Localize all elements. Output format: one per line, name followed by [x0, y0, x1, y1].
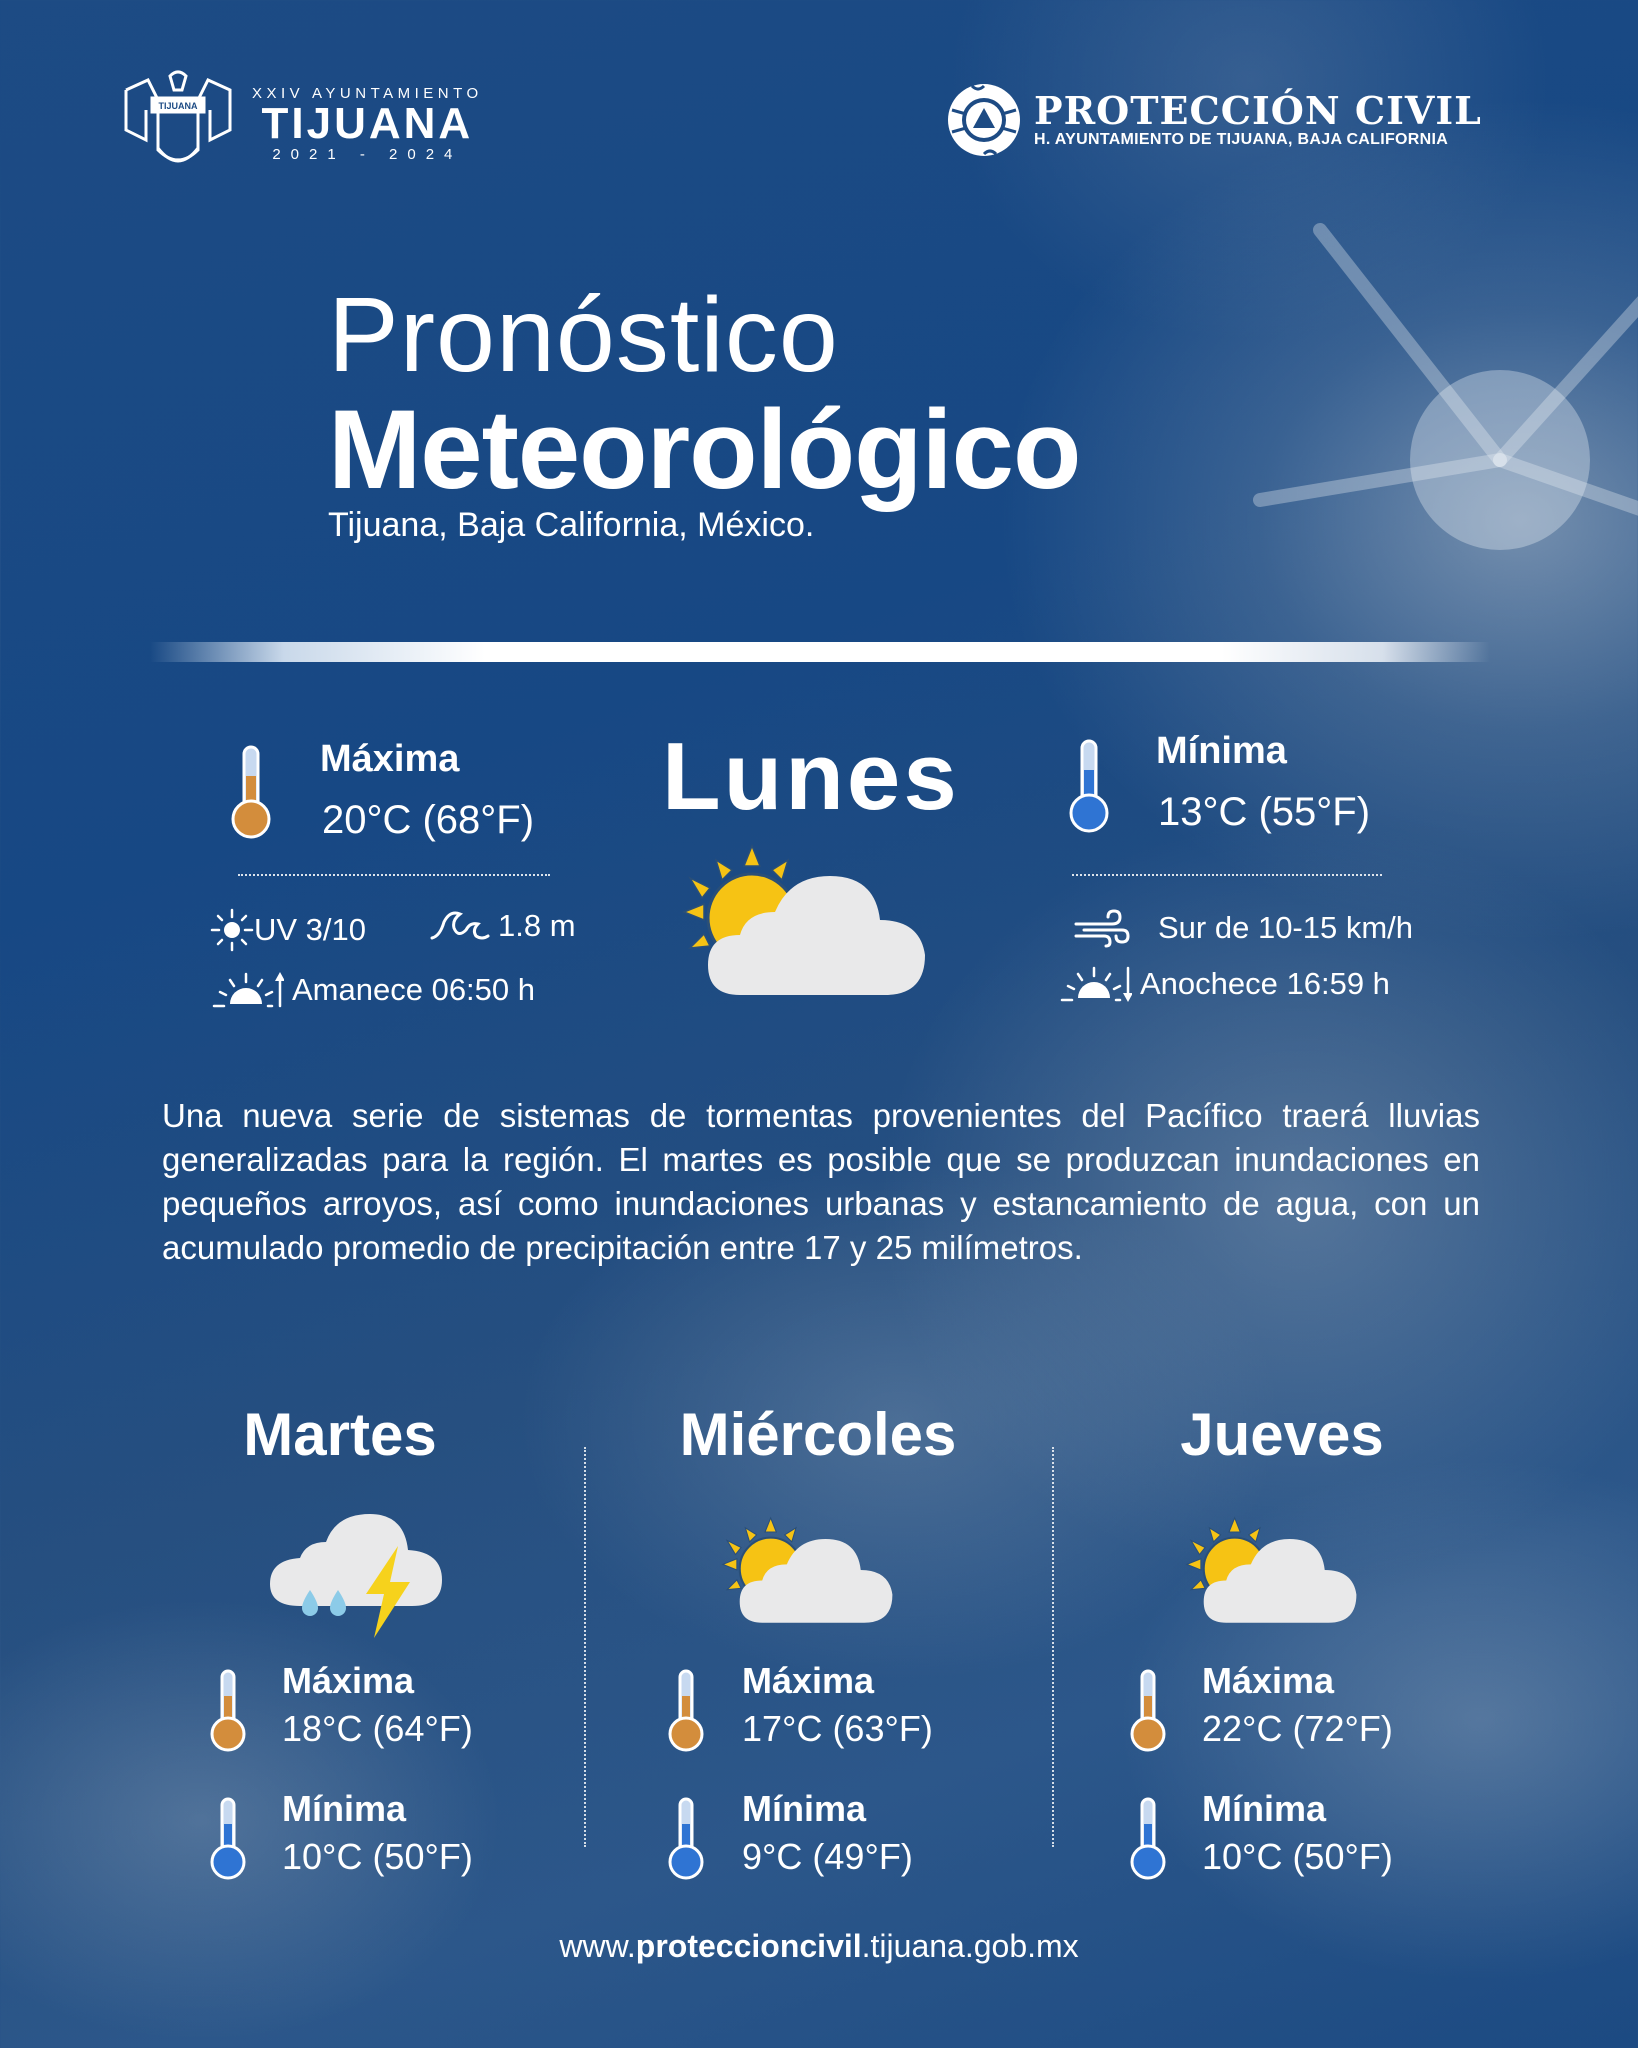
today-min-value: 13°C (55°F)	[1158, 790, 1371, 834]
thermometer-cold-icon	[666, 1796, 706, 1882]
forecast-max-label: Máxima	[742, 1660, 875, 1701]
tijuana-shield-icon	[118, 70, 238, 178]
tijuana-label: TIJUANA	[261, 99, 474, 148]
forecast-min-value: 10°C (50°F)	[1202, 1836, 1393, 1877]
sunrise-value: Amanece 06:50 h	[292, 972, 536, 1007]
thermometer-cold-icon	[1128, 1796, 1168, 1882]
today-max-label: Máxima	[320, 738, 460, 780]
title-divider	[150, 642, 1490, 662]
thermometer-warm-icon	[208, 1668, 248, 1754]
partly-cloudy-icon	[680, 840, 950, 1000]
sun-rays-decoration	[1200, 200, 1638, 700]
thermometer-cold-icon	[208, 1796, 248, 1882]
svg-text:TIJUANA: TIJUANA	[158, 101, 198, 111]
sunset-icon	[1060, 964, 1132, 1004]
forecast-min-label: Mínima	[742, 1788, 867, 1829]
website-link[interactable]	[0, 1928, 1638, 1965]
thermometer-warm-icon	[666, 1668, 706, 1754]
forecast-description: Una nueva serie de sistemas de tormentas provenientes del Pacífico traerá lluvias generalizadas para la región. El martes es posible que se produzcan inundaciones en pequeños arroyos, así como inundaciones urbanas y estancamiento de agua, con un acumulado promedio de precipitación entre 17 y 25 milímetros.	[162, 1097, 1480, 1266]
sunrise-icon	[212, 970, 284, 1010]
url-suffix: .tijuana.gob.mx	[861, 1928, 1079, 1964]
url-prefix: www.	[559, 1928, 636, 1964]
forecast-max-value: 22°C (72°F)	[1202, 1708, 1393, 1749]
page-title-line1: Pronóstico	[328, 276, 839, 394]
forecast-min-value: 10°C (50°F)	[282, 1836, 473, 1877]
term-years: 2021 - 2024	[272, 146, 463, 163]
ayuntamiento-tijuana-logo	[118, 70, 483, 178]
uv-sun-icon	[210, 908, 254, 952]
today-min-label: Mínima	[1156, 730, 1287, 772]
wave-height	[430, 908, 576, 944]
forecast-day-jueves	[1072, 1400, 1492, 1900]
forecast-day-miercoles	[608, 1400, 1028, 1900]
wind-icon	[1074, 908, 1130, 948]
forecast-day-name: Miércoles	[679, 1401, 957, 1468]
proteccion-civil-logo	[944, 70, 1482, 170]
forecast-min-label: Mínima	[282, 1788, 407, 1829]
forecast-max-label: Máxima	[282, 1660, 415, 1701]
thunderstorm-rain-icon	[266, 1510, 446, 1650]
today-day-name: Lunes	[662, 723, 960, 830]
sunrise-time	[212, 970, 535, 1010]
today-right-divider	[1072, 874, 1382, 876]
wave-value: 1.8 m	[498, 908, 576, 943]
forecast-max-value: 18°C (64°F)	[282, 1708, 473, 1749]
forecast-day-martes	[142, 1400, 562, 1900]
partly-cloudy-icon	[1184, 1510, 1374, 1630]
location-subtitle: Tijuana, Baja California, México.	[328, 506, 815, 544]
wind-info	[1074, 908, 1413, 948]
partly-cloudy-icon	[720, 1510, 910, 1630]
sunset-time	[1060, 964, 1390, 1004]
today-left-divider	[238, 874, 550, 876]
column-divider-1	[584, 1447, 586, 1847]
ayuntamiento-label: XXIV AYUNTAMIENTO	[252, 85, 483, 102]
today-max-value: 20°C (68°F)	[322, 798, 535, 842]
thermometer-cold-icon	[1066, 738, 1112, 834]
thermometer-warm-icon	[228, 744, 274, 840]
url-domain-bold: proteccioncivil	[635, 1928, 862, 1964]
thermometer-warm-icon	[1128, 1668, 1168, 1754]
forecast-min-label: Mínima	[1202, 1788, 1327, 1829]
forecast-max-value: 17°C (63°F)	[742, 1708, 933, 1749]
forecast-day-name: Martes	[243, 1401, 437, 1468]
forecast-day-name: Jueves	[1180, 1401, 1384, 1468]
forecast-min-value: 9°C (49°F)	[742, 1836, 913, 1877]
uv-index	[210, 908, 366, 952]
uv-value: UV 3/10	[254, 912, 367, 947]
column-divider-2	[1052, 1447, 1054, 1847]
wind-value: Sur de 10-15 km/h	[1158, 910, 1414, 945]
proteccion-civil-title: PROTECCIÓN CIVIL	[1034, 88, 1482, 133]
page-title-line2: Meteorológico	[328, 387, 1081, 512]
sunset-value: Anochece 16:59 h	[1140, 966, 1390, 1001]
wave-icon	[430, 908, 490, 944]
proteccion-civil-emblem-icon	[944, 70, 1024, 170]
proteccion-civil-subtitle: H. AYUNTAMIENTO DE TIJUANA, BAJA CALIFORNIA	[1034, 131, 1449, 148]
forecast-max-label: Máxima	[1202, 1660, 1335, 1701]
